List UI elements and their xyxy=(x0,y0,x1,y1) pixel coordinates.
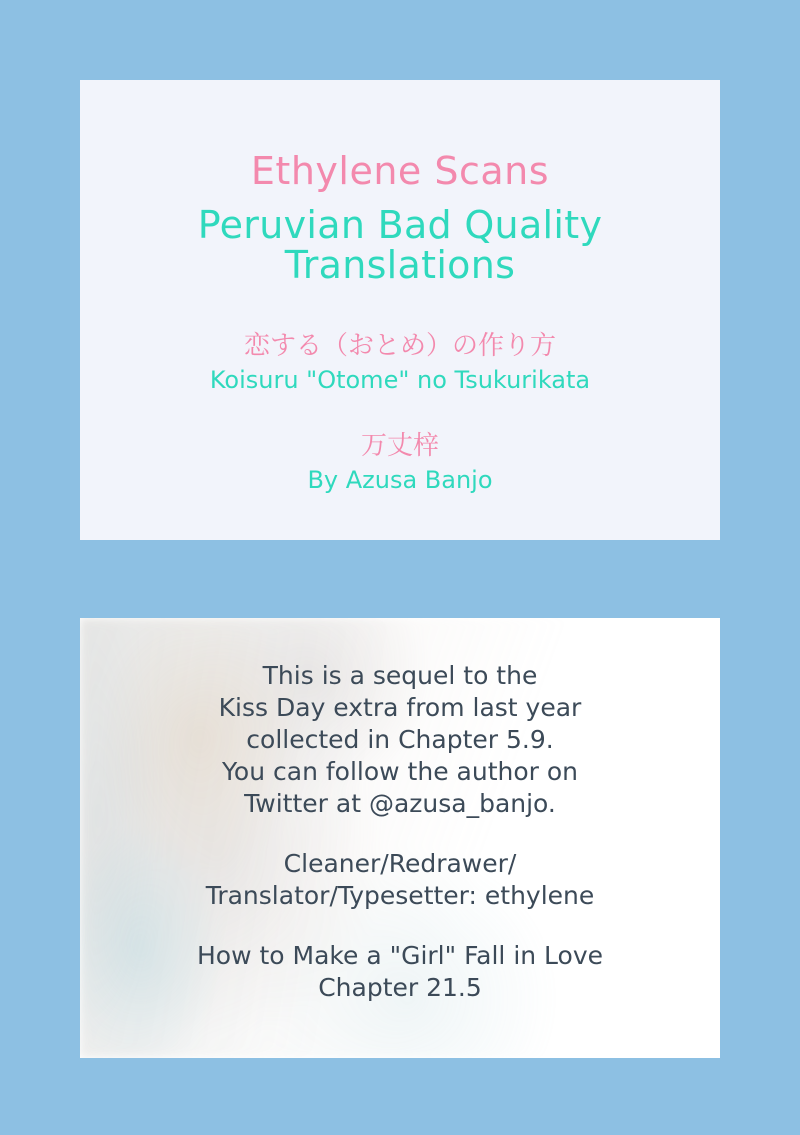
notes-line: Cleaner/Redrawer/ xyxy=(283,849,517,878)
series-title-japanese: 恋する（おとめ）の作り方 xyxy=(243,330,556,361)
notes-line: This is a sequel to the xyxy=(262,661,538,690)
notes-paragraph-staff-credits xyxy=(80,848,720,912)
credits-card xyxy=(80,80,720,540)
scanlation-group-block xyxy=(80,149,720,287)
scanlation-group-tagline: Peruvian Bad Quality Translations xyxy=(197,202,603,287)
author-name-english: By Azusa Banjo xyxy=(307,465,493,494)
notes-line: Translator/Typesetter: ethylene xyxy=(205,881,595,910)
series-title-block xyxy=(210,332,590,394)
series-title-romaji: Koisuru "Otome" no Tsukurikata xyxy=(209,365,591,394)
notes-paragraph-sequel-info xyxy=(80,660,720,820)
notes-line: Chapter 21.5 xyxy=(318,973,482,1002)
author-block xyxy=(307,432,492,494)
notes-paragraph-chapter-info xyxy=(80,940,720,1004)
notes-line: collected in Chapter 5.9. xyxy=(246,725,554,754)
notes-line: Twitter at @azusa_banjo. xyxy=(244,789,556,818)
translator-notes-card xyxy=(80,618,720,1058)
translator-notes-content xyxy=(80,618,720,1004)
notes-line: You can follow the author on xyxy=(221,757,579,786)
scanlation-group-name: Ethylene Scans xyxy=(250,149,550,193)
notes-line: Kiss Day extra from last year xyxy=(218,693,582,722)
notes-line: How to Make a "Girl" Fall in Love xyxy=(196,941,604,970)
author-name-japanese: 万丈梓 xyxy=(360,430,439,461)
